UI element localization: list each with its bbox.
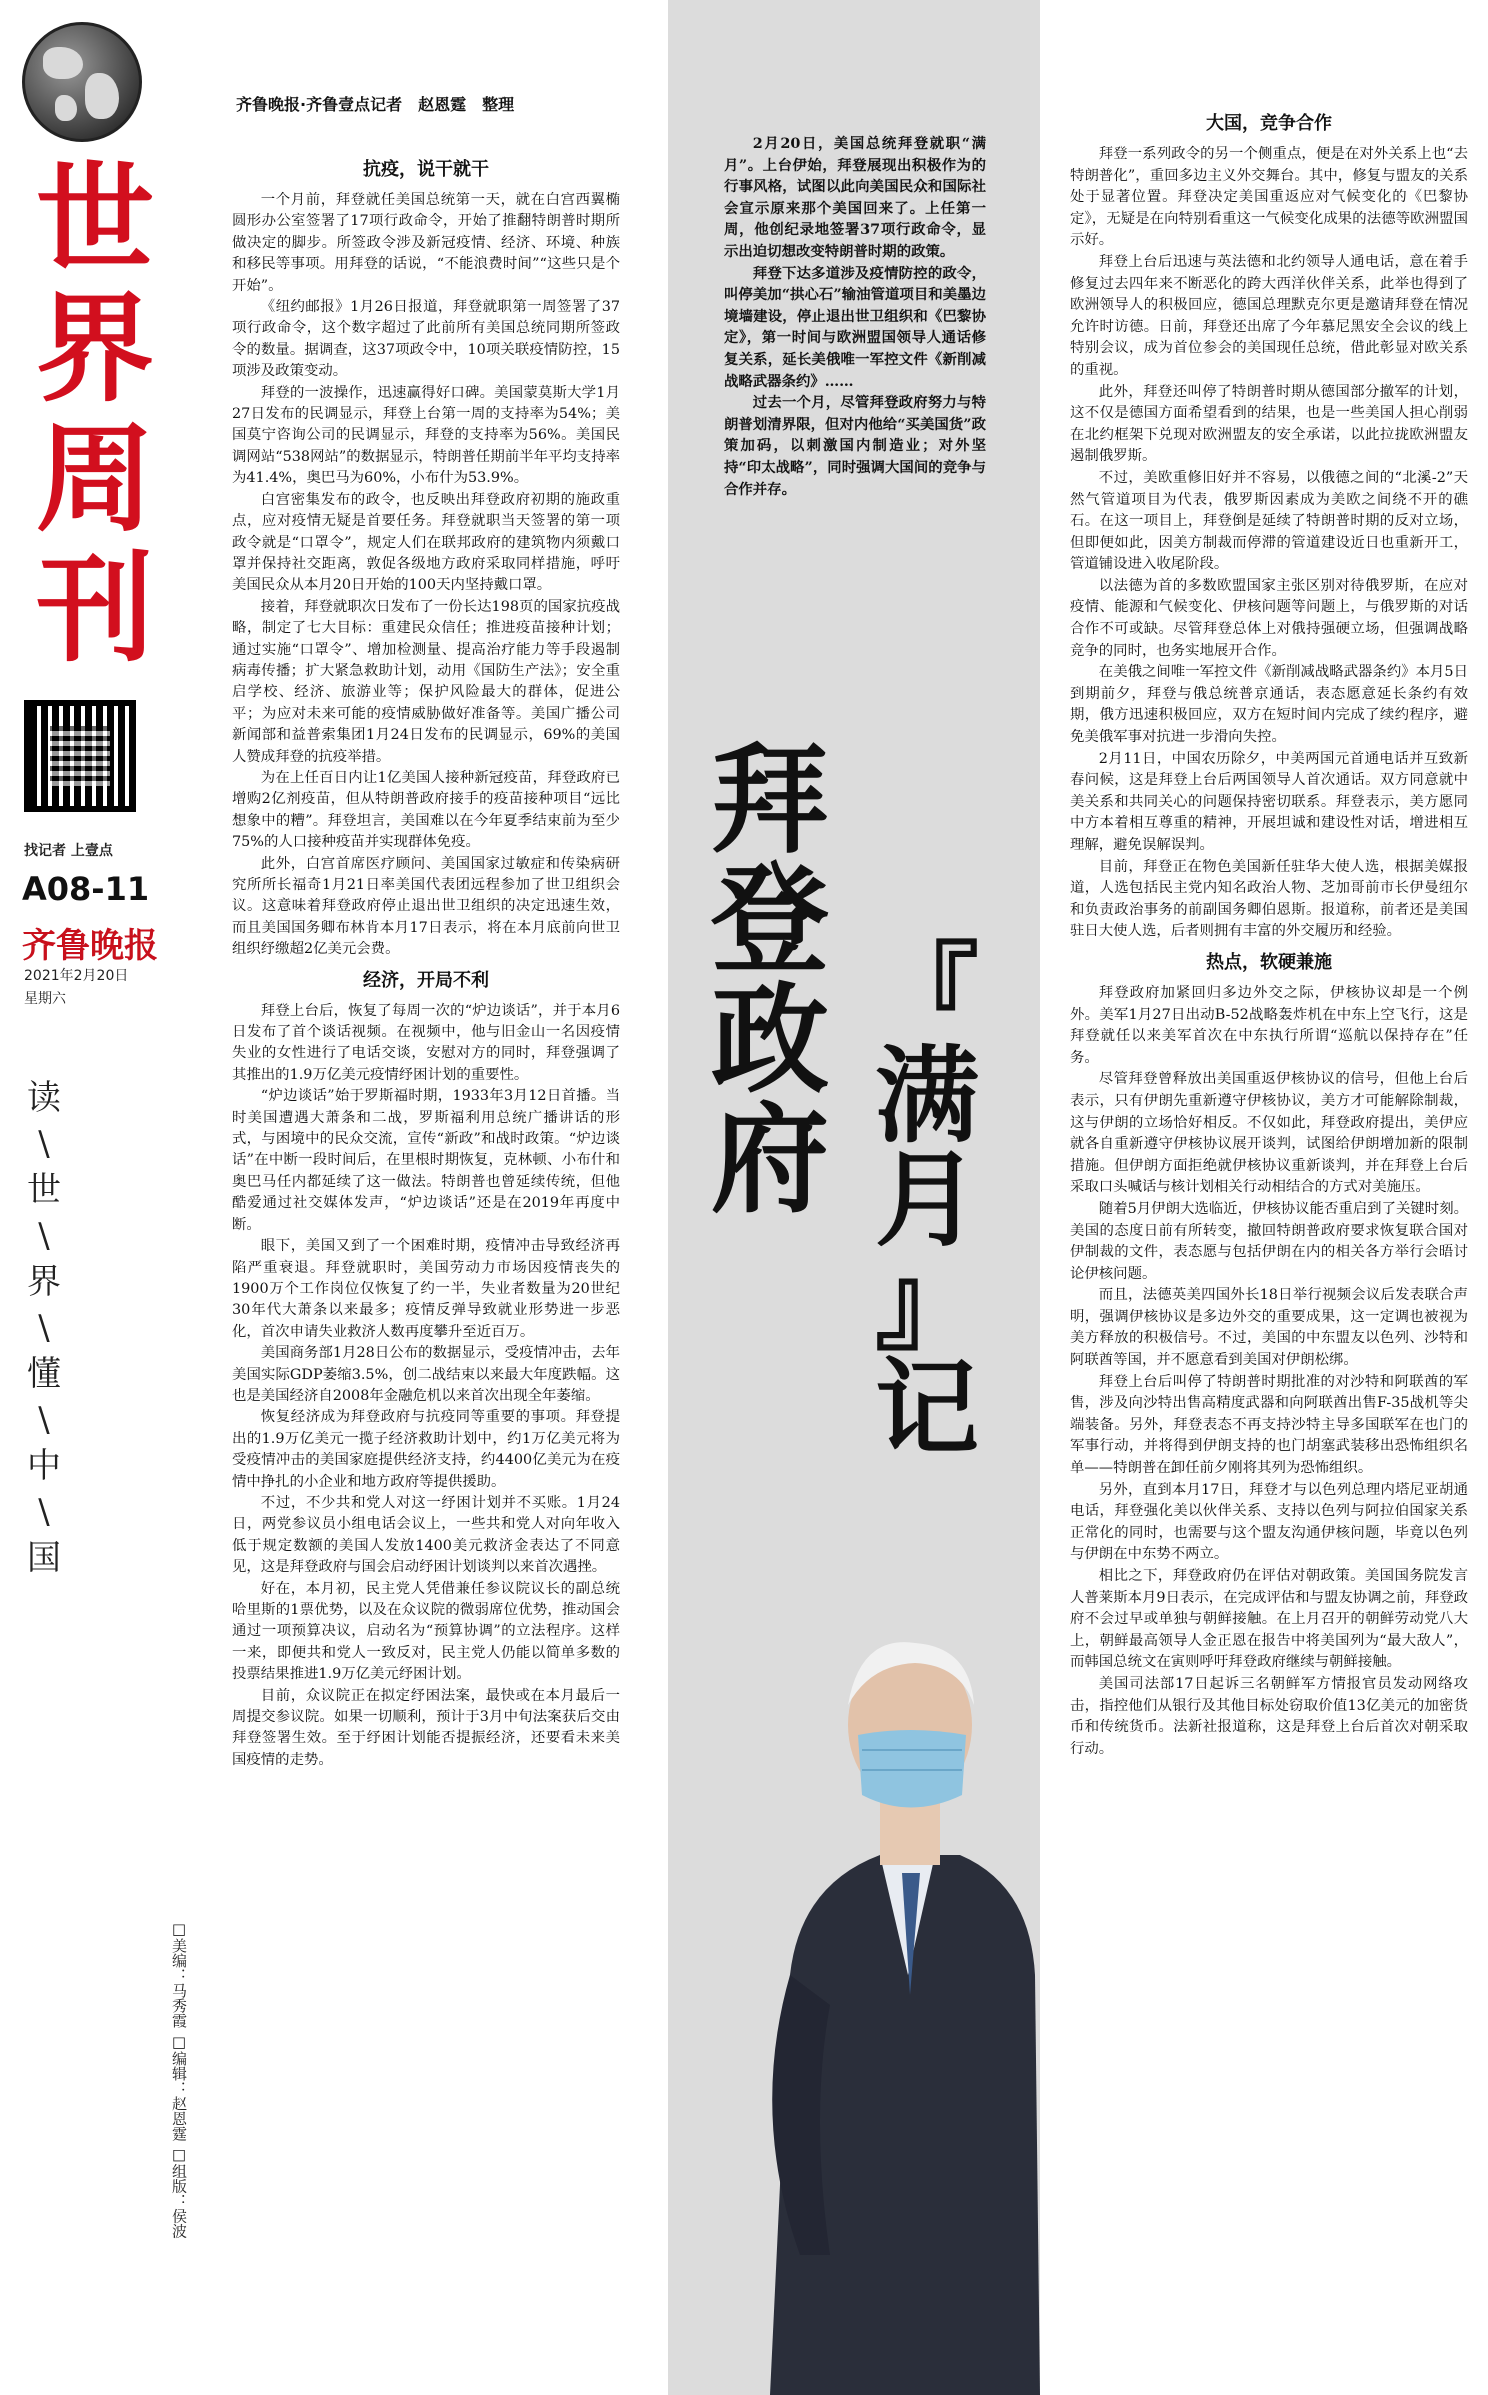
paragraph: 相比之下，拜登政府仍在评估对朝政策。美国国务院发言人普莱斯本月9日表示，在完成评估和与盟友协调之前，拜登政府不会过早或单独与朝鲜接触。在上月召开的朝鲜劳动党八大上，朝鲜最高领导人金正恩在报告中将美国列为“最大敌人”，而韩国总统文在寅则呼吁拜登政府继续与朝鲜接触。 [1070,1568,1468,1671]
paragraph: 尽管拜登曾释放出美国重返伊核协议的信号，但他上台后表示，只有伊朗先重新遵守伊核协议，美方才可能解除制裁，这与伊朗的立场恰好相反。不仅如此，拜登政府提出，美伊应就各自重新遵守伊核协议展开谈判，试图给伊朗增加新的限制措施。但伊朗方面拒绝就伊核协议重新谈判，并在拜登上台后采取口头喊话与核计划相关行动相结合的方式对美施压。 [1070,1071,1468,1196]
paragraph: 接着，拜登就职次日发布了一份长达198页的国家抗疫战略，制定了七大目标：重建民众信任；推进疫苗接种计划；通过实施“口罩令”、增加检测量、提高治疗能力等手段遏制病毒传播；扩大紧急救助计划，动用《国防生产法》；安全重启学校、经济、旅游业等；保护风险最大的群体，促进公平；为应对未来可能的疫情威胁做好准备等。美国广播公司新闻部和益普索集团1月24日发布的民调显示，69%的美国人赞成拜登的抗疫举措。 [232,598,620,765]
section-title: 经济，开局不利 [363,969,489,991]
paragraph: 随着5月伊朗大选临近，伊核协议能否重启到了关键时刻。美国的态度日前有所转变，撤回特朗普政府要求恢复联合国对伊制裁的文件，表态愿与包括伊朗在内的相关各方举行会晤讨论伊核问题。 [1070,1200,1468,1282]
paragraph: 此外，拜登还叫停了特朗普时期从德国部分撤军的计划，这不仅是德国方面希望看到的结果，也是一些美国人担心削弱在北约框架下兑现对欧洲盟友的安全承诺，以此拉拢欧洲盟友遏制俄罗斯。 [1070,383,1468,465]
paragraph: 此外，白宫首席医疗顾问、美国国家过敏症和传染病研究所所长福奇1月21日率美国代表团远程参加了世卫组织会议。这意味着拜登政府停止退出世卫组织的决定迅速生效，而且美国国务卿布林肯本月17日表示，将在本月底前向世卫组织纾缴超2亿美元会费。 [232,855,620,958]
paragraph: 为在上任百日内让1亿美国人接种新冠疫苗，拜登政府已增购2亿剂疫苗，但从特朗普政府接手的疫苗接种项目“远比想象中的糟”。拜登坦言，美国难以在今年夏季结束前为至少75%的人口接种疫苗并实现群体免疫。 [232,769,620,851]
paragraph: 白宫密集发布的政令，也反映出拜登政府初期的施政重点，应对疫情无疑是首要任务。拜登就职当天签署的第一项政令就是“口罩令”，规定人们在联邦政府的建筑物内须戴口罩并保持社交距离，敦促各级地方政府采取同样措施，呼吁美国民众从本月20日开始的100天内坚持戴口罩。 [232,491,620,594]
paragraph: 不过，不少共和党人对这一纾困计划并不买账。1月24日，两党参议员小组电话会议上，一些共和党人对向年收入低于规定数额的美国人发放1400美元救济金表达了不同意见，这是拜登政府与国会启动纾困计划谈判以来首次遇挫。 [232,1494,620,1576]
paragraph: 拜登上台后叫停了特朗普时期批准的对沙特和阿联酋的军售，涉及向沙特出售高精度武器和向阿联酋出售F-35战机等尖端装备。另外，拜登表态不再支持沙特主导多国联军在也门的军事行动，并将得到伊朗支持的也门胡塞武装移出恐怖组织名单——特朗普在卸任前夕刚将其列为恐怖组织。 [1070,1373,1468,1477]
paragraph: 不过，美欧重修旧好并不容易，以俄德之间的“北溪-2”天然气管道项目为代表，俄罗斯因素成为美欧之间绕不开的礁石。在这一项目上，拜登倒是延续了特朗普时期的反对立场，但即便如此，因美方制裁而停滞的管道建设近日也重新开工，管道铺设进入收尾阶段。 [1070,469,1468,573]
paragraph: 目前，拜登正在物色美国新任驻华大使人选，根据美媒报道，人选包括民主党内知名政治人物、芝加哥前市长伊曼纽尔和负责政治事务的前副国务卿伯恩斯。报道称，前者还是美国驻日大使人选，后者则拥有丰富的外交履历和经验。 [1070,858,1468,940]
masthead-char: 周 [35,410,154,548]
slogan: 读 \ 世 \ 界 \ 懂 \ 中 \ 国 [27,1078,61,1578]
paragraph: 拜登上台后，恢复了每周一次的“炉边谈话”，并于本月6日发布了首个谈话视频。在视频中，他与旧金山一名因疫情失业的女性进行了电话交谈，安慰对方的同时，拜登强调了其推出的1.9万亿美元疫情纾困计划的重要性。 [232,1002,620,1083]
paragraph: 好在，本月初，民主党人凭借兼任参议院议长的副总统哈里斯的1票优势，以及在众议院的微弱席位优势，推动国会通过一项预算决议，启动名为“预算协调”的立法程序。这样一来，即便共和党人一致反对，民主党人仍能以简单多数的投票结果推进1.9万亿美元纾困计划。 [232,1580,620,1683]
paragraph: 一个月前，拜登就任美国总统第一天，就在白宫西翼椭圆形办公室签署了17项行政命令，开始了推翻特朗普时期所做决定的脚步。所签政令涉及新冠疫情、经济、环境、种族和移民等事项。用拜登的话说，“不能浪费时间”“这些只是个开始”。 [232,192,620,294]
paragraph: 拜登上台后迅速与英法德和北约领导人通电话，意在着手修复过去四年来不断恶化的跨大西洋伙伴关系，此举也得到了欧洲领导人的积极回应，德国总理默克尔更是邀请拜登在情况允许时访德。日前，拜登还出席了今年慕尼黑安全会议的线上特别会议，成为首位参会的美国现任总统，借此彰显对欧关系的重视。 [1070,253,1468,378]
paragraph: 拜登下达多道涉及疫情防控的政令，叫停美加“拱心石”输油管道项目和美墨边境墙建设，停止退出世卫组织和《巴黎协定》，第一时间与欧洲盟国领导人通话修复关系，延长美俄唯一军控文件《新削减战略武器条约》…… [724,264,986,390]
masthead-char: 世 [35,150,154,288]
paragraph: 2月20日，美国总统拜登就职“满月”。上台伊始，拜登展现出积极作为的行事风格，试图以此向美国民众和国际社会宣示原来那个美国回来了。上任第一周，他创纪录地签署37项行政命令，显示出迫切想改变特朗普时期的政策。 [724,135,986,260]
paragraph: “炉边谈话”始于罗斯福时期，1933年3月12日首播。当时美国遭遇大萧条和二战，罗斯福利用总统广播讲话的形式，与困境中的民众交流，宣传“新政”和战时政策。“炉边谈话”在中断一段时间后，在里根时期恢复，克林顿、小布什和奥巴马任内都延续了这一做法。特朗普也曾延续传统，但他酷爱通过社交媒体发声，“炉边谈话”还是在2019年再度中断。 [232,1088,620,1233]
byline: 齐鲁晚报·齐鲁壹点记者 赵恩霆 整理 [236,95,515,114]
biden-photo [730,1555,1040,2395]
paragraph: 以法德为首的多数欧盟国家主张区别对待俄罗斯，在应对疫情、能源和气候变化、伊核问题等问题上，与俄罗斯的对话合作不可或缺。尽管拜登总体上对俄持强硬立场，但强调战略竞争的同时，也务实地展开合作。 [1070,577,1468,659]
section-title: 大国，竞争合作 [1206,113,1332,134]
paragraph: 美国商务部1月28日公布的数据显示，受疫情冲击，去年美国实际GDP萎缩3.5%，创二战结束以来最大年度跌幅。这也是美国经济自2008年金融危机以来首次出现全年萎缩。 [232,1345,620,1404]
masthead-char: 界 [35,280,154,418]
paragraph: 恢复经济成为拜登政府与抗疫同等重要的事项。拜登提出的1.9万亿美元一揽子经济救助计划中，约1万亿美元将为受疫情冲击的美国家庭提供经济支持，约4400亿美元为在疫情中挣扎的小企业和地方政府等提供援助。 [232,1409,620,1490]
qr-code-icon[interactable] [24,700,136,812]
globe-icon [22,22,142,142]
paragraph: 眼下，美国又到了一个困难时期，疫情冲击导致经济再陷严重衰退。拜登就职时，美国劳动力市场因疫情丧失的1900万个工作岗位仅恢复了约一半，失业者数量为20世纪30年代大萧条以来最多；疫情反弹导致就业形势进一步恶化，首次申请失业救济人数再度攀升至近百万。 [232,1238,620,1340]
headline-col2: 『 满 月 』 记 [874,930,979,1469]
paragraph: 2月11日，中国农历除夕，中美两国元首通电话并互致新春问候，这是拜登上台后两国领导人首次通话。双方同意就中美关系和共同关心的问题保持密切联系。拜登表示，美方愿同中方本着相互尊重的精神，开展坦诚和建设性对话，增进相互理解，避免误解误判。 [1070,750,1468,853]
article-column-left [232,150,620,1771]
credits: □美编：马秀霞 □编辑：赵恩霆 □组版：侯波 [170,1920,188,2239]
paragraph: 美国司法部17日起诉三名朝鲜军方情报官员发动网络攻击，指控他们从银行及其他目标处窃取价值13亿美元的加密货币和传统货币。法新社报道称，这是拜登上台后首次对朝采取行动。 [1070,1675,1468,1757]
page-number: A08-11 [22,870,150,908]
section-title: 抗疫，说干就干 [363,159,489,180]
paragraph: 另外，直到本月17日，拜登才与以色列总理内塔尼亚胡通电话，拜登强化美以伙伴关系、支持以色列与阿拉伯国家关系正常化的同时，也需要与这个盟友沟通伊核问题，毕竟以色列与伊朗在中东势不两立。 [1070,1481,1468,1563]
paragraph: 拜登一系列政令的另一个侧重点，便是在对外关系上也“去特朗普化”，重回多边主义外交舞台。其中，修复与盟友的关系处于显著位置。拜登决定美国重返应对气候变化的《巴黎协定》，无疑是在向特别看重这一气候变化成果的法德等欧洲盟国示好。 [1070,146,1468,249]
issue-date: 2021年2月20日 [24,968,129,984]
paragraph: 过去一个月，尽管拜登政府努力与特朗普划清界限，但对内他给“买美国货”政策加码，以刺激国内制造业；对外坚持“印太战略”，同时强调大国间的竞争与合作并存。 [724,394,986,498]
intro-lede [724,133,986,500]
reporter-line: 找记者 上壹点 [24,843,113,859]
paragraph: 而且，法德英美四国外长18日举行视频会议后发表联合声明，强调伊核协议是多边外交的重要成果，这一定调也被视为美方释放的积极信号。不过，美国的中东盟友以色列、沙特和阿联酋等国，并不愿意看到美国对伊朗松绑。 [1070,1287,1468,1369]
headline-col1: 拜 登 政 府 [710,730,829,1229]
article-column-right [1070,104,1468,1760]
paragraph: 《纽约邮报》1月26日报道，拜登就职第一周签署了37项行政命令，这个数字超过了此前所有美国总统同期所签政令的数量。据调查，这37项政令中，10项关联疫情防控，15项涉及政策变动。 [232,299,620,380]
issue-weekday: 星期六 [24,991,66,1007]
masthead-column [0,0,190,2395]
masthead-char: 刊 [35,540,154,678]
section-title: 热点，软硬兼施 [1206,951,1332,973]
paragraph: 在美俄之间唯一军控文件《新削减战略武器条约》本月5日到期前夕，拜登与俄总统普京通话，表态愿意延长条约有效期，俄方迅速积极回应，双方在短时间内完成了续约程序，避免美俄军事对抗进一步滑向失控。 [1070,664,1468,746]
paragraph: 拜登政府加紧回归多边外交之际，伊核协议却是一个例外。美军1月27日出动B-52战略轰炸机在中东上空飞行，这是拜登就任以来美军首次在中东执行所谓“巡航以保持存在”任务。 [1070,984,1468,1066]
paragraph: 拜登的一波操作，迅速赢得好口碑。美国蒙莫斯大学1月27日发布的民调显示，拜登上台第一周的支持率为54%；美国莫宁咨询公司的民调显示，拜登的支持率为56%。美国民调网站“538网站”的数据显示，特朗普任期前半年平均支持率为41.4%，奥巴马为60%，小布什为53.9%。 [232,384,620,487]
paper-logo: 齐鲁晚报 [22,926,158,966]
paragraph: 目前，众议院正在拟定纾困法案，最快或在本月最后一周提交参议院。如果一切顺利，预计于3月中旬法案获后交由拜登签署生效。至于纾困计划能否提振经济，还要看未来美国疫情的走势。 [232,1687,620,1768]
